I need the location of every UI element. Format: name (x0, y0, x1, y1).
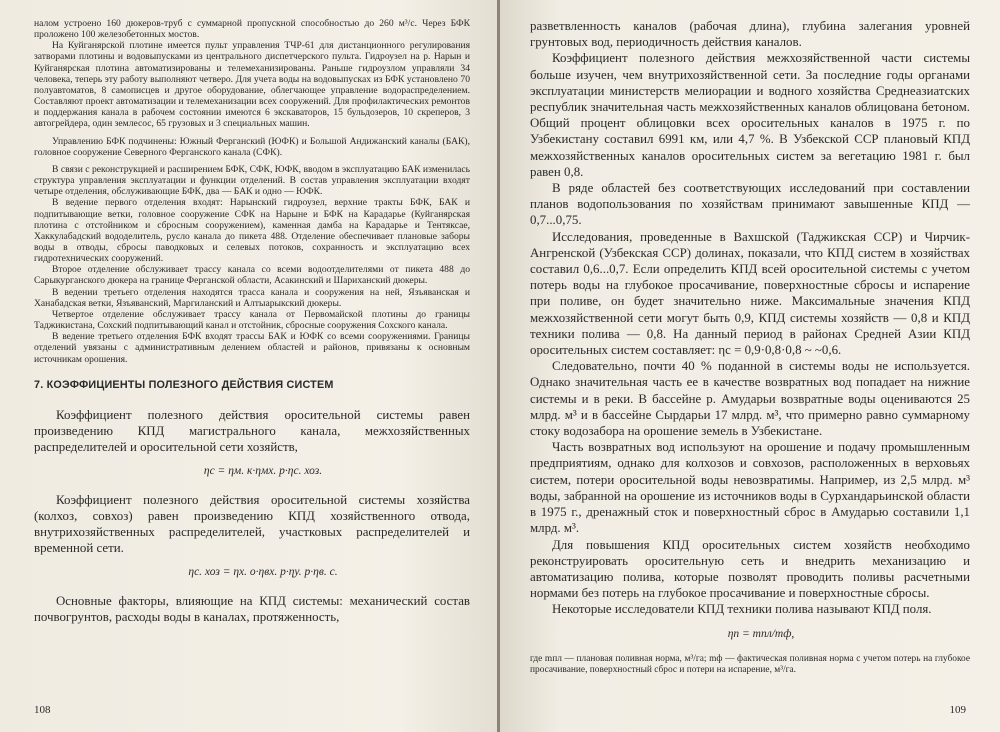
paragraph: налом устроено 160 дюкеров-труб с суммарной пропускной способностью до 260 м³/с. Через БФК проложено 100 железобетонных мостов. (34, 18, 470, 41)
left-page (0, 0, 498, 732)
paragraph: Управлению БФК подчинены: Южный Ферганский (ЮФК) и Большой Андижанский каналы (БАК), головное сооружение Северного Ферганского канала (СФК). (34, 135, 470, 158)
paragraph: На Куйганярской плотине имеется пульт управления ТЧР-61 для дистанционного регулирования затворами плотины и водовыпусками из центрального диспетчерского пульта. Гидроузел на р. Нарын и Куйганярская плотина автоматизированы и телемеханизированы. Раньше гидроузлом управляли 34 человека, теперь эту работу выполняют четверо. Для учета воды на водовыпусках из БФК установлено 70 полуавтоматов, 8 самописцев и другое оборудование, облегчающее управление водораспределением. Составляют проект автоматизации и телемеханизации всех сооружений. Для профилактических ремонтов и поддержания канала в рабочем состоянии имеются 6 экскаваторов, 15 бульдозеров, 10 скреперов, 3 автогрейдера, один землесос, 65 грузовых и 3 специальных машин. (34, 40, 470, 130)
paragraph: Часть возвратных вод используют на орошение и подачу промышленным предприятиям, однако для колхозов и совхозов, расположенных в верховьях систем, потери оросительной воды невозвратимы. Например, из 2,5 млрд. м³ воды, забранной на орошение из источников воды в Сурхандарьинской области в 1975 г., дренажный сток и поверхностный сброс в Амударью составили 1,1 млрд. м³. (530, 440, 970, 536)
footnote-text: где mпл — плановая поливная норма, м³/га; mф — фактическая поливная норма с учетом потерь на глубокое просачивание, поверхностный сброс и потери на испарение, м³/га. (530, 653, 970, 675)
paragraph: Четвертое отделение обслуживает трассу канала от Первомайской плотины до границы Таджикистана, Сохский подпитывающий канал и отстойник, сбросные сооружения Сохского канала. (34, 308, 470, 332)
paragraph: В ведении третьего отделения находятся трасса канала и сооружения на ней, Язъяванская и Ханабадская ветки, Язъяванский, Маргиланский и Алтыарыкский дюкеры. (34, 286, 470, 309)
left-body-text (34, 407, 470, 625)
page-number: 109 (949, 704, 966, 716)
paragraph: Коэффициент полезного действия оросительной системы равен произведению КПД магистрального канала, межхозяйственных распределителей и оросительной сети хозяйств, (34, 407, 470, 455)
formula: ηп = mпл/mф, (727, 627, 795, 640)
left-small-text (34, 18, 470, 365)
paragraph: разветвленность каналов (рабочая длина), глубина залегания уровней грунтовых вод, периодичность действия каналов. (530, 19, 970, 50)
paragraph: Второе отделение обслуживает трассу канала со всеми водоотделителями от пикета 488 до Сарыкурганского дюкера на границе Ферганской области, Асакинский и Шариханский дюкеры. (34, 264, 470, 287)
page-number: 108 (34, 704, 51, 716)
section-heading: 7. КОЭФФИЦИЕНТЫ ПОЛЕЗНОГО ДЕЙСТВИЯ СИСТЕМ (34, 378, 334, 391)
paragraph: В ведение первого отделения входят: Нарынский гидроузел, верхние тракты БФК, БАК и подпитывающие ветки, головное сооружение СФК на Нарыне и БФК на Карадарье (Куйганярская плотина с отстойником и сбросным сооружением), каменная дамба на Карадарье и Тентяксае, Хаккулабадский вододелитель, русло канала до пикета 488. Отделение обеспечивает плановые заборы воды в отводы, сбросы паводковых и селевых потоков, сохранность и эксплуатацию всех гидротехнических сооружений. (34, 197, 470, 265)
right-body-text (530, 18, 970, 642)
paragraph: В ряде областей без соответствующих исследований при составлении планов водопользования по хозяйствам принимают завышенные КПД — 0,7...0,75. (530, 181, 970, 228)
paragraph: Коэффициент полезного действия межхозяйственной части системы больше изучен, чем внутрихозяйственной сети. За последние годы органами эксплуатации министерств мелиорации и водного хозяйства Среднеазиатских республик значительная часть межхозяйственных каналов облицована бетоном. Общий процент облицовки всех оросительных каналов в 1975 г. по Узбекистану составил 6991 км, или 4,7 %. В Узбекской ССР плановый КПД межхозяйственных каналов оросительных систем за вегетацию 1981 г. был равен 0,8. (530, 51, 970, 179)
paragraph: В ведение третьего отделения БФК входят трассы БАК и ЮФК со всеми сооружениями. Границы отделений увязаны с административным делением областей и районов, привязаны к основным источникам орошения. (34, 331, 470, 365)
paragraph: В связи с реконструкцией и расширением БФК, СФК, ЮФК, вводом в эксплуатацию БАК изменилась структура управления эксплуатации и функции отделений. В состав управления эксплуатации входят четыре отделения, обслуживающие БФК, два — БАК и одно — ЮФК. (34, 163, 470, 198)
formula: ηс. хоз = ηх. о·ηвх. р·ηу. р·ηв. с. (188, 566, 338, 579)
paragraph: Исследования, проведенные в Вахшской (Таджикская ССР) и Чирчик-Ангренской (Узбекская ССР) долинах, показали, что КПД систем в хозяйствах составил 0,6...0,7. Если определить КПД всей оросительной системы с учетом потерь воды на глубокое просачивание, поверхностные сбросы и испарение при поливе, он будет значительно ниже. Максимальные значения КПД межхозяйственной сети могут быть 0,9, КПД системы хозяйств — 0,8 и КПД техники полива — 0,8. На данный период в районах Средней Азии КПД оросительных систем составляет: ηс = 0,9·0,8·0,8 ~ ~0,6. (530, 229, 970, 358)
formula: ηс = ηм. к·ηмх. р·ηс. хоз. (203, 465, 323, 478)
paragraph: Следовательно, почти 40 % поданной в системы воды не используется. Однако значительная часть ее в качестве возвратных вод попадает на нижние системы и в реки. В бассейне р. Амударьи возвратные воды оцениваются 25 млрд. м³ и в бассейне Сырдарьи 17 млрд. м³, что примерно равно суммарному стоку водозабора на орошение земель в Узбекистане. (530, 359, 970, 439)
paragraph: Некоторые исследователи КПД техники полива называют КПД поля. (552, 602, 932, 617)
right-page (500, 0, 1000, 732)
footnote (530, 654, 970, 676)
paragraph: Для повышения КПД оросительных систем хозяйств необходимо реконструировать оросительную сеть и внедрить механизацию и автоматизацию полива, которые позволят проводить поливы расчетными нормами без потерь на глубокое просачивание и поверхностные сбросы. (530, 537, 970, 601)
paragraph: Коэффициент полезного действия оросительной системы хозяйства (колхоз, совхоз) равен произведению КПД хозяйственного отвода, внутрихозяйственных распределителей, участковых распределителей и временной сети. (34, 492, 470, 556)
paragraph: Основные факторы, влияющие на КПД системы: механический состав почвогрунтов, расходы воды в каналах, протяженность, (34, 593, 470, 624)
